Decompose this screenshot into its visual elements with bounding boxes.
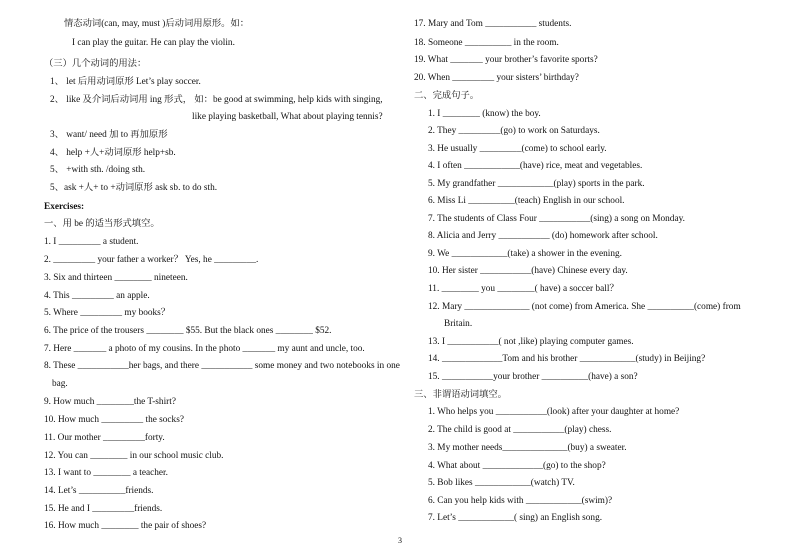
text-line: like playing basketball, What about playing tennis? xyxy=(192,112,383,122)
text-line: Exercises: xyxy=(44,202,85,212)
text-line: 19. What _______ your brother’s favorite sports? xyxy=(414,55,598,65)
text-line: 15. ___________your brother __________(have) a son? xyxy=(428,372,638,382)
text-line: 14. _____________Tom and his brother ____________(study) in Beijing? xyxy=(428,354,706,364)
text-line: 7. Here _______ a photo of my cousins. In the photo _______ my aunt and uncle, too. xyxy=(44,344,365,354)
text-line: 6. Can you help kids with ____________(swim)? xyxy=(428,496,613,506)
text-line: 5. My grandfather ____________(play) sports in the park. xyxy=(428,179,645,189)
text-line: Britain. xyxy=(444,319,473,329)
text-line: 1. Who helps you ___________(look) after your daughter at home? xyxy=(428,407,680,417)
text-line: 5. Where _________ my books？ xyxy=(44,308,171,318)
text-line: 15. He and I _________friends. xyxy=(44,504,163,514)
text-line: 11. ________ you ________( have) a soccer ball？ xyxy=(428,284,619,294)
text-line: 4、 help +人+动词原形 help+sb. xyxy=(50,148,176,158)
text-line: 4. What about _____________(go) to the shop? xyxy=(428,461,606,471)
text-line: 5、ask +人+ to +动词原形 ask sb. to do sth. xyxy=(50,183,218,193)
text-line: 9. How much ________the T-shirt? xyxy=(44,397,176,407)
text-line: 16. How much ________ the pair of shoes? xyxy=(44,521,207,531)
text-line: 4. This _________ an apple. xyxy=(44,291,150,301)
text-line: 3. Six and thirteen ________ nineteen. xyxy=(44,273,188,283)
text-line: 13. I want to ________ a teacher. xyxy=(44,468,168,478)
text-line: 11. Our mother _________forty. xyxy=(44,433,165,443)
text-line: 一、用 be 的适当形式填空。 xyxy=(44,219,160,229)
page-number: 3 xyxy=(398,536,402,545)
text-line: 14. Let’s __________friends. xyxy=(44,486,154,496)
text-line: 情态动词(can, may, must )后动词用原形。如： xyxy=(64,19,250,29)
text-line: 8. These ___________her bags, and there ___________ some money and two notebooks in one xyxy=(44,361,400,371)
text-line: bag. xyxy=(52,379,68,389)
text-line: 1. I ________ (know) the boy. xyxy=(428,109,541,119)
text-line: 8. Alicia and Jerry ___________ (do) homework after school. xyxy=(428,231,658,241)
text-line: 二、完成句子。 xyxy=(414,91,480,101)
text-line: 2. They _________(go) to work on Saturdays. xyxy=(428,126,600,136)
text-line: 2、 like 及介词后动词用 ing 形式， 如：be good at swimming, help kids with singing, xyxy=(50,95,383,105)
text-line: 1、 let 后用动词原形 Let’s play soccer. xyxy=(50,77,201,87)
text-line: 3、 want/ need 加 to 再加原形 xyxy=(50,130,168,140)
text-line: 10. Her sister ___________(have) Chinese every day. xyxy=(428,266,628,276)
text-line: 18. Someone __________ in the room. xyxy=(414,38,559,48)
text-line: 12. You can ________ in our school music club. xyxy=(44,451,224,461)
text-line: 三、非谓语动词填空。 xyxy=(414,390,507,400)
text-line: 2. The child is good at ___________(play) chess. xyxy=(428,425,612,435)
text-line: 2. _________ your father a worker？ Yes, he _________. xyxy=(44,255,259,265)
text-line: 7. Let’s ____________( sing) an English song. xyxy=(428,513,603,523)
text-line: 10. How much _________ the socks? xyxy=(44,415,184,425)
text-line: I can play the guitar. He can play the violin. xyxy=(72,38,235,48)
text-line: 13. I ___________( not ,like) playing computer games. xyxy=(428,337,634,347)
text-line: （三）几个动词的用法： xyxy=(44,59,147,69)
text-line: 1. I _________ a student. xyxy=(44,237,139,247)
text-line: 3. He usually _________(come) to school early. xyxy=(428,144,607,154)
text-line: 20. When _________ your sisters’ birthday? xyxy=(414,73,579,83)
text-line: 17. Mary and Tom ___________ students. xyxy=(414,19,572,29)
text-line: 5、 +with sth. /doing sth. xyxy=(50,165,146,175)
text-line: 6. The price of the trousers ________ $55. But the black ones ________ $52. xyxy=(44,326,332,336)
text-line: 12. Mary ______________ (not come) from America. She __________(come) from xyxy=(428,302,741,312)
text-line: 7. The students of Class Four ___________(sing) a song on Monday. xyxy=(428,214,685,224)
text-line: 6. Miss Li __________(teach) English in our school. xyxy=(428,196,625,206)
text-line: 4. I often ____________(have) rice, meat and vegetables. xyxy=(428,161,643,171)
text-line: 3. My mother needs______________(buy) a sweater. xyxy=(428,443,627,453)
text-line: 5. Bob likes ____________(watch) TV. xyxy=(428,478,575,488)
text-line: 9. We ____________(take) a shower in the evening. xyxy=(428,249,623,259)
